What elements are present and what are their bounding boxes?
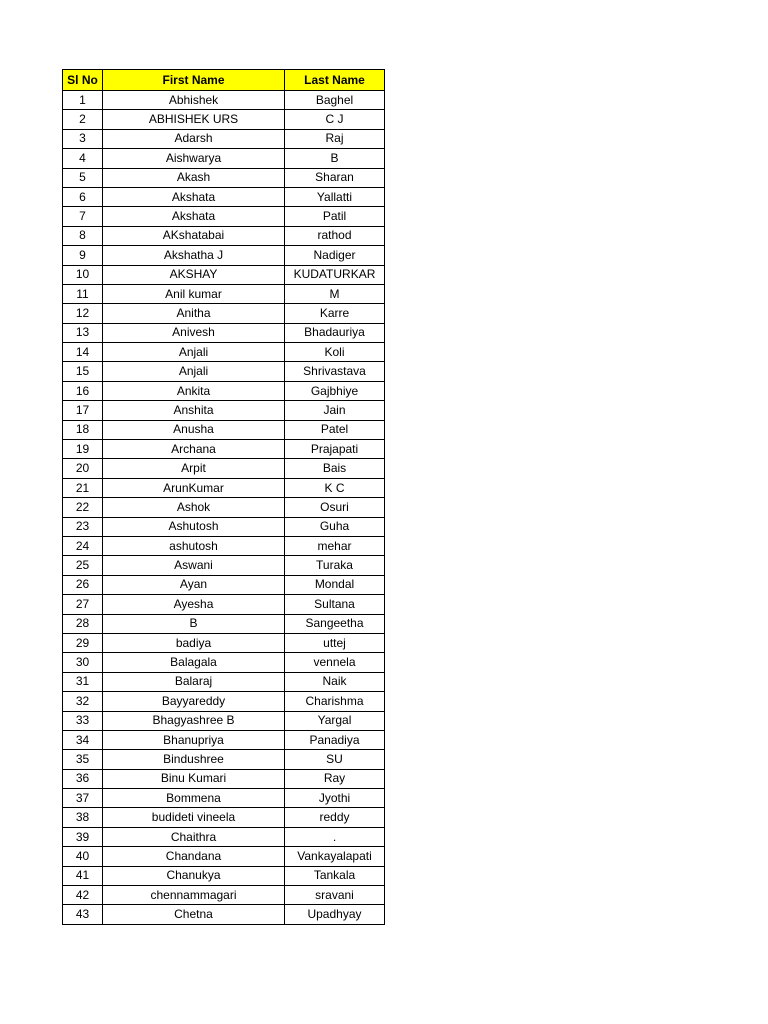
cell-first-name: Akash xyxy=(103,168,285,187)
table-row xyxy=(63,808,385,827)
cell-sl-no: 21 xyxy=(63,478,103,497)
table-row xyxy=(63,459,385,478)
cell-last-name: Tankala xyxy=(285,866,385,885)
cell-last-name: Ray xyxy=(285,769,385,788)
cell-first-name: Balaraj xyxy=(103,672,285,691)
cell-first-name: Ashutosh xyxy=(103,517,285,536)
table-row xyxy=(63,614,385,633)
cell-sl-no: 43 xyxy=(63,905,103,924)
cell-first-name: Binu Kumari xyxy=(103,769,285,788)
table-row xyxy=(63,265,385,284)
cell-last-name: Bais xyxy=(285,459,385,478)
cell-first-name: Aswani xyxy=(103,556,285,575)
cell-first-name: Ayan xyxy=(103,575,285,594)
cell-last-name: Patel xyxy=(285,420,385,439)
cell-first-name: Bommena xyxy=(103,789,285,808)
cell-last-name: Yargal xyxy=(285,711,385,730)
table-row xyxy=(63,672,385,691)
cell-first-name: Akshata xyxy=(103,187,285,206)
table-row xyxy=(63,129,385,148)
cell-last-name: Gajbhiye xyxy=(285,381,385,400)
cell-last-name: B xyxy=(285,149,385,168)
table-row xyxy=(63,226,385,245)
cell-first-name: B xyxy=(103,614,285,633)
cell-last-name: K C xyxy=(285,478,385,497)
cell-sl-no: 15 xyxy=(63,362,103,381)
cell-sl-no: 40 xyxy=(63,847,103,866)
cell-sl-no: 19 xyxy=(63,440,103,459)
cell-last-name: Raj xyxy=(285,129,385,148)
table-row xyxy=(63,633,385,652)
cell-sl-no: 42 xyxy=(63,886,103,905)
cell-last-name: Sharan xyxy=(285,168,385,187)
cell-sl-no: 26 xyxy=(63,575,103,594)
cell-sl-no: 13 xyxy=(63,323,103,342)
cell-sl-no: 3 xyxy=(63,129,103,148)
cell-sl-no: 27 xyxy=(63,595,103,614)
table-row xyxy=(63,595,385,614)
cell-sl-no: 41 xyxy=(63,866,103,885)
table-row xyxy=(63,886,385,905)
table-row xyxy=(63,149,385,168)
cell-sl-no: 37 xyxy=(63,789,103,808)
cell-sl-no: 14 xyxy=(63,343,103,362)
names-table xyxy=(62,69,385,925)
cell-sl-no: 23 xyxy=(63,517,103,536)
cell-sl-no: 4 xyxy=(63,149,103,168)
table-row xyxy=(63,246,385,265)
cell-last-name: Sultana xyxy=(285,595,385,614)
cell-first-name: Ayesha xyxy=(103,595,285,614)
cell-first-name: ABHISHEK URS xyxy=(103,110,285,129)
cell-last-name: Prajapati xyxy=(285,440,385,459)
cell-last-name: Sangeetha xyxy=(285,614,385,633)
cell-first-name: Anusha xyxy=(103,420,285,439)
table-body xyxy=(63,91,385,925)
table-row xyxy=(63,692,385,711)
header-row xyxy=(63,70,385,91)
cell-sl-no: 32 xyxy=(63,692,103,711)
cell-last-name: uttej xyxy=(285,633,385,652)
cell-sl-no: 33 xyxy=(63,711,103,730)
cell-first-name: Bayyareddy xyxy=(103,692,285,711)
table-row xyxy=(63,323,385,342)
cell-sl-no: 30 xyxy=(63,653,103,672)
cell-first-name: Chanukya xyxy=(103,866,285,885)
cell-last-name: . xyxy=(285,827,385,846)
table-row xyxy=(63,207,385,226)
cell-sl-no: 36 xyxy=(63,769,103,788)
cell-last-name: Charishma xyxy=(285,692,385,711)
cell-sl-no: 20 xyxy=(63,459,103,478)
cell-sl-no: 1 xyxy=(63,91,103,110)
cell-sl-no: 28 xyxy=(63,614,103,633)
cell-first-name: Bhanupriya xyxy=(103,730,285,749)
cell-last-name: Bhadauriya xyxy=(285,323,385,342)
header-last-name: Last Name xyxy=(285,70,385,91)
table-row xyxy=(63,440,385,459)
cell-first-name: Akshata xyxy=(103,207,285,226)
cell-sl-no: 2 xyxy=(63,110,103,129)
cell-sl-no: 22 xyxy=(63,498,103,517)
cell-last-name: Yallatti xyxy=(285,187,385,206)
table-row xyxy=(63,847,385,866)
cell-first-name: chennammagari xyxy=(103,886,285,905)
table-row xyxy=(63,789,385,808)
cell-first-name: Ankita xyxy=(103,381,285,400)
table-row xyxy=(63,750,385,769)
cell-first-name: Balagala xyxy=(103,653,285,672)
cell-first-name: Anshita xyxy=(103,401,285,420)
cell-first-name: Anil kumar xyxy=(103,284,285,303)
cell-sl-no: 16 xyxy=(63,381,103,400)
cell-sl-no: 38 xyxy=(63,808,103,827)
cell-sl-no: 18 xyxy=(63,420,103,439)
cell-first-name: badiya xyxy=(103,633,285,652)
cell-last-name: Baghel xyxy=(285,91,385,110)
cell-first-name: Aishwarya xyxy=(103,149,285,168)
table-row xyxy=(63,284,385,303)
table-row xyxy=(63,168,385,187)
cell-first-name: Anitha xyxy=(103,304,285,323)
cell-first-name: AKSHAY xyxy=(103,265,285,284)
cell-last-name: Panadiya xyxy=(285,730,385,749)
cell-last-name: Jyothi xyxy=(285,789,385,808)
table-row xyxy=(63,401,385,420)
header-sl-no: Sl No xyxy=(63,70,103,91)
cell-last-name: mehar xyxy=(285,536,385,555)
table-row xyxy=(63,905,385,924)
cell-first-name: Anivesh xyxy=(103,323,285,342)
table-row xyxy=(63,536,385,555)
cell-first-name: AKshatabai xyxy=(103,226,285,245)
cell-first-name: budideti vineela xyxy=(103,808,285,827)
table-row xyxy=(63,343,385,362)
cell-first-name: Adarsh xyxy=(103,129,285,148)
cell-first-name: Arpit xyxy=(103,459,285,478)
table-row xyxy=(63,110,385,129)
cell-last-name: Koli xyxy=(285,343,385,362)
cell-first-name: Bindushree xyxy=(103,750,285,769)
cell-first-name: Chaithra xyxy=(103,827,285,846)
cell-last-name: M xyxy=(285,284,385,303)
cell-last-name: SU xyxy=(285,750,385,769)
cell-last-name: Osuri xyxy=(285,498,385,517)
table-row xyxy=(63,381,385,400)
table-row xyxy=(63,653,385,672)
cell-first-name: Chetna xyxy=(103,905,285,924)
cell-first-name: Anjali xyxy=(103,362,285,381)
cell-sl-no: 17 xyxy=(63,401,103,420)
cell-sl-no: 10 xyxy=(63,265,103,284)
table-row xyxy=(63,362,385,381)
cell-last-name: reddy xyxy=(285,808,385,827)
cell-last-name: Mondal xyxy=(285,575,385,594)
cell-first-name: ashutosh xyxy=(103,536,285,555)
cell-sl-no: 11 xyxy=(63,284,103,303)
cell-last-name: C J xyxy=(285,110,385,129)
table-row xyxy=(63,304,385,323)
cell-first-name: Chandana xyxy=(103,847,285,866)
table-row xyxy=(63,517,385,536)
cell-last-name: Upadhyay xyxy=(285,905,385,924)
cell-first-name: ArunKumar xyxy=(103,478,285,497)
table-row xyxy=(63,866,385,885)
table-row xyxy=(63,498,385,517)
cell-sl-no: 7 xyxy=(63,207,103,226)
cell-sl-no: 35 xyxy=(63,750,103,769)
header-first-name: First Name xyxy=(103,70,285,91)
cell-sl-no: 6 xyxy=(63,187,103,206)
cell-sl-no: 39 xyxy=(63,827,103,846)
cell-first-name: Akshatha J xyxy=(103,246,285,265)
cell-last-name: Naik xyxy=(285,672,385,691)
cell-last-name: Vankayalapati xyxy=(285,847,385,866)
table-row xyxy=(63,478,385,497)
cell-first-name: Anjali xyxy=(103,343,285,362)
cell-last-name: KUDATURKAR xyxy=(285,265,385,284)
cell-sl-no: 31 xyxy=(63,672,103,691)
cell-first-name: Bhagyashree B xyxy=(103,711,285,730)
table-row xyxy=(63,711,385,730)
cell-last-name: Jain xyxy=(285,401,385,420)
cell-first-name: Abhishek xyxy=(103,91,285,110)
table-row xyxy=(63,91,385,110)
table-row xyxy=(63,187,385,206)
table-row xyxy=(63,420,385,439)
cell-sl-no: 8 xyxy=(63,226,103,245)
cell-sl-no: 5 xyxy=(63,168,103,187)
cell-last-name: sravani xyxy=(285,886,385,905)
cell-sl-no: 25 xyxy=(63,556,103,575)
cell-last-name: Turaka xyxy=(285,556,385,575)
cell-sl-no: 34 xyxy=(63,730,103,749)
table-row xyxy=(63,730,385,749)
table-row xyxy=(63,575,385,594)
cell-last-name: vennela xyxy=(285,653,385,672)
cell-first-name: Ashok xyxy=(103,498,285,517)
cell-first-name: Archana xyxy=(103,440,285,459)
cell-last-name: Guha xyxy=(285,517,385,536)
table-row xyxy=(63,556,385,575)
cell-sl-no: 9 xyxy=(63,246,103,265)
table-row xyxy=(63,769,385,788)
cell-last-name: rathod xyxy=(285,226,385,245)
cell-sl-no: 12 xyxy=(63,304,103,323)
cell-sl-no: 29 xyxy=(63,633,103,652)
cell-last-name: Shrivastava xyxy=(285,362,385,381)
table-row xyxy=(63,827,385,846)
cell-sl-no: 24 xyxy=(63,536,103,555)
cell-last-name: Patil xyxy=(285,207,385,226)
cell-last-name: Karre xyxy=(285,304,385,323)
cell-last-name: Nadiger xyxy=(285,246,385,265)
